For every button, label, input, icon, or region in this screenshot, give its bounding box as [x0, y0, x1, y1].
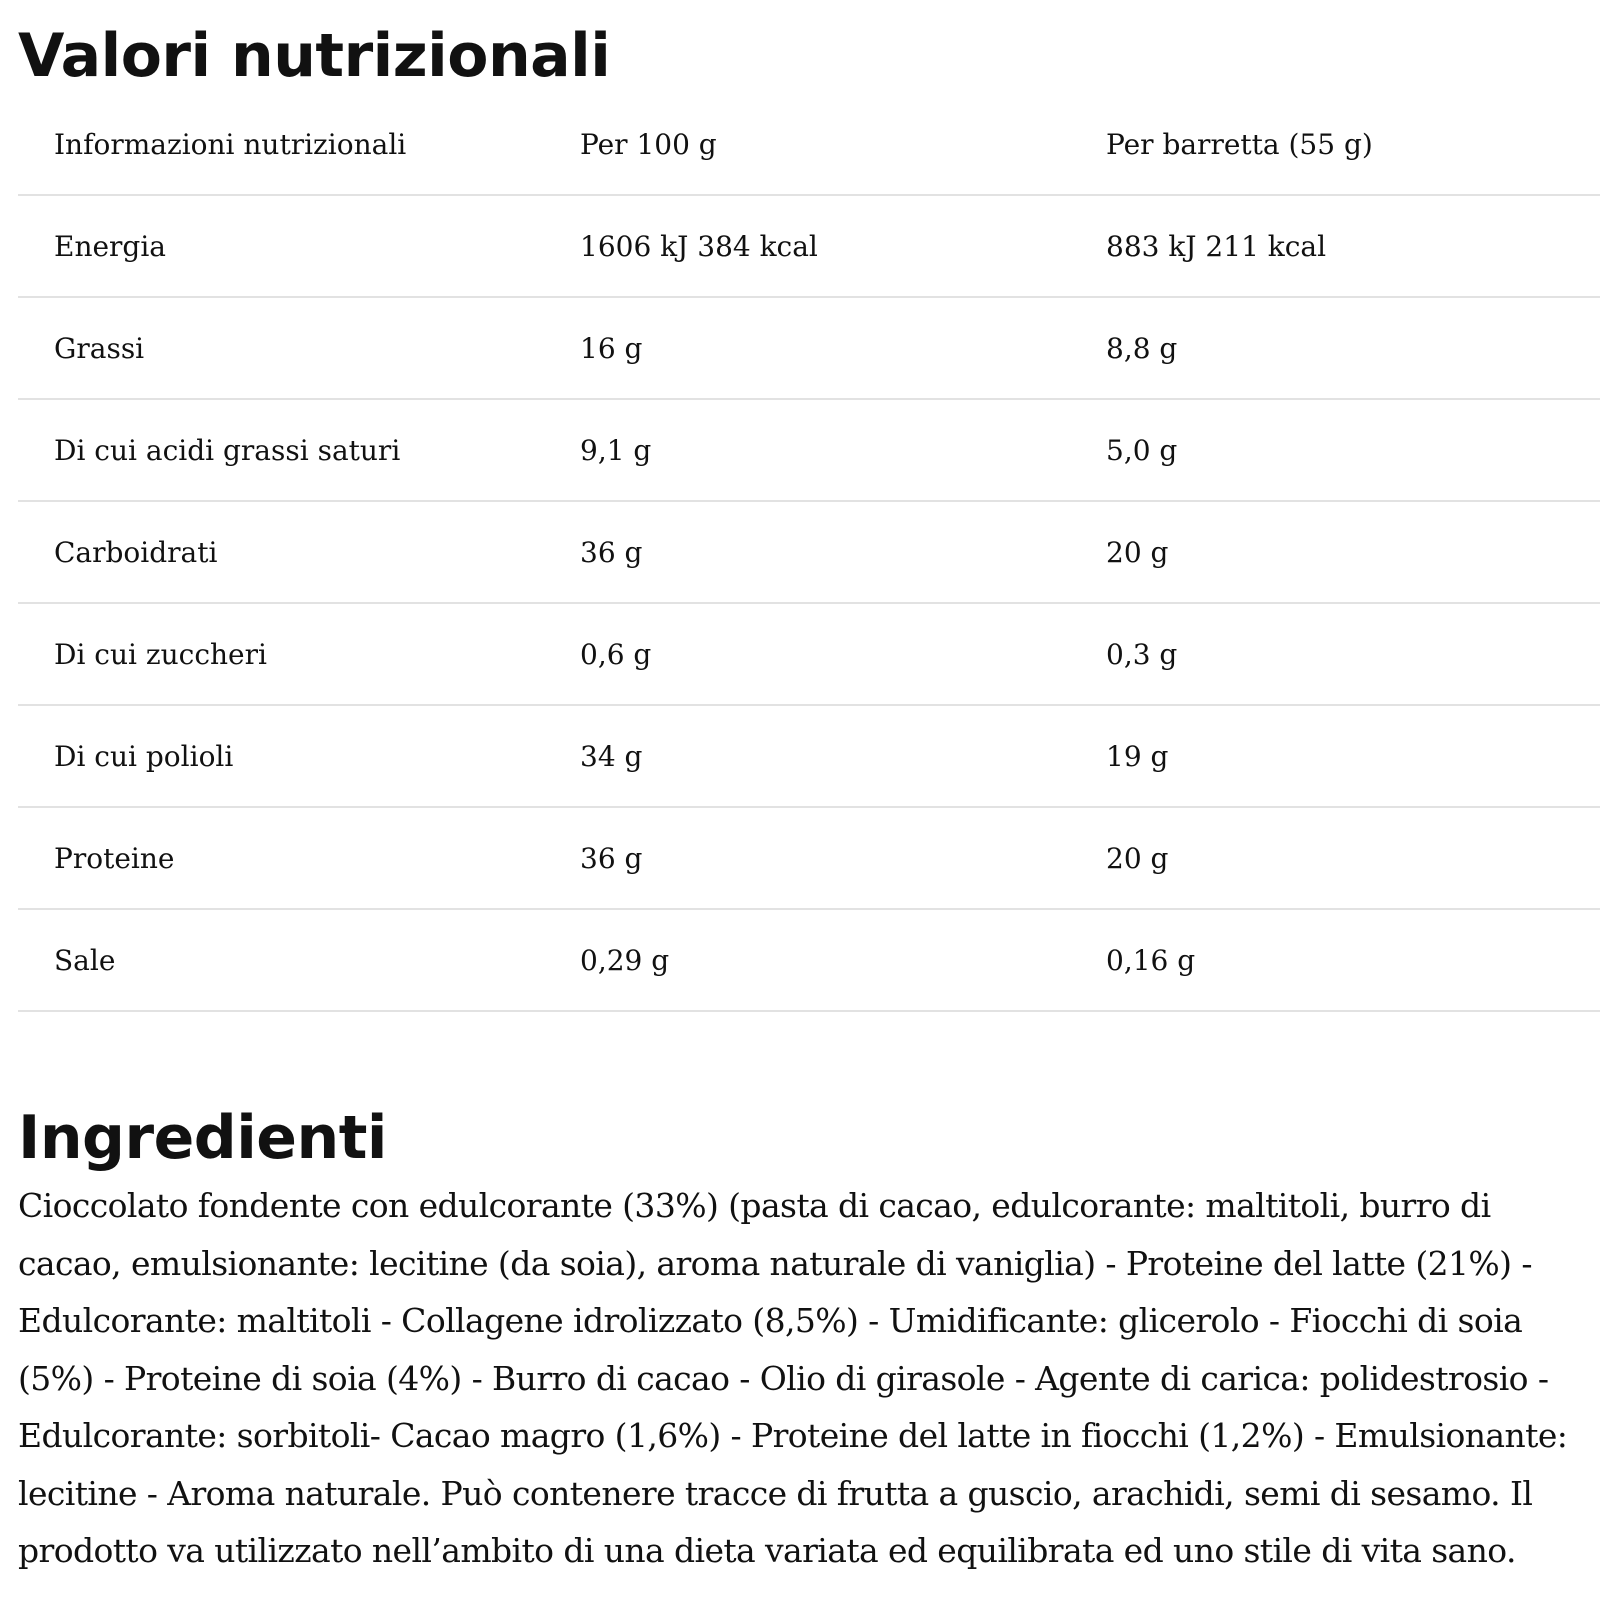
nutrition-table	[18, 94, 1600, 1012]
value-per-100g: 34 g	[580, 739, 643, 773]
header-per-100g: Per 100 g	[580, 127, 717, 161]
nutrient-name: Di cui polioli	[54, 739, 234, 773]
table-row	[18, 297, 1600, 399]
table-row	[18, 399, 1600, 501]
value-per-100g: 0,6 g	[580, 637, 652, 671]
value-per-bar: 20 g	[1106, 841, 1169, 875]
value-per-100g: 1606 kJ 384 kcal	[580, 229, 818, 263]
table-row	[18, 603, 1600, 705]
table-row	[18, 807, 1600, 909]
nutrient-name: Grassi	[54, 331, 145, 365]
nutrient-name: Sale	[54, 943, 116, 977]
table-row	[18, 705, 1600, 807]
value-per-bar: 883 kJ 211 kcal	[1106, 229, 1327, 263]
value-per-100g: 9,1 g	[580, 433, 652, 467]
value-per-bar: 5,0 g	[1106, 433, 1178, 467]
nutrient-name: Di cui acidi grassi saturi	[54, 433, 401, 467]
value-per-bar: 8,8 g	[1106, 331, 1178, 365]
nutrient-name: Di cui zuccheri	[54, 637, 267, 671]
nutrient-name: Carboidrati	[54, 535, 218, 569]
nutrition-title: Valori nutrizionali	[18, 21, 611, 91]
value-per-100g: 0,29 g	[580, 943, 670, 977]
nutrient-name: Proteine	[54, 841, 175, 875]
value-per-100g: 16 g	[580, 331, 643, 365]
table-row	[18, 195, 1600, 297]
value-per-bar: 0,3 g	[1106, 637, 1178, 671]
value-per-bar: 19 g	[1106, 739, 1169, 773]
table-row	[18, 501, 1600, 603]
value-per-100g: 36 g	[580, 841, 643, 875]
nutrient-name: Energia	[54, 229, 166, 263]
table-row	[18, 909, 1600, 1011]
table-header-row	[18, 94, 1600, 195]
ingredients-title: Ingredienti	[18, 1103, 387, 1173]
header-per-bar: Per barretta (55 g)	[1106, 127, 1373, 161]
value-per-100g: 36 g	[580, 535, 643, 569]
value-per-bar: 20 g	[1106, 535, 1169, 569]
ingredients-text: Cioccolato fondente con edulcorante (33%) (pasta di cacao, edulcorante: maltitoli, burro di cacao, emulsionante: lecitine (da soia), aroma naturale di vaniglia) - Proteine del latte (21%) - Edulcorante: maltitoli - Collagene idrolizzato (8,5%) - Umidificante: glicerolo - Fiocchi di soia (5%) - Proteine di soia (4%) - Burro di cacao - Olio di girasole - Agente di carica: polidestrosio - Edulcorante: sorbitoli- Cacao magro (1,6%) - Proteine del latte in fiocchi (1,2%) - Emulsionante: lecitine - Aroma naturale. Può contenere tracce di frutta a guscio, arachidi, semi di sesamo. Il prodotto va utilizzato nell’ambito di una dieta variata ed equilibrata ed uno stile di vita sano.	[18, 1186, 1568, 1570]
header-label: Informazioni nutrizionali	[54, 127, 407, 161]
value-per-bar: 0,16 g	[1106, 943, 1196, 977]
